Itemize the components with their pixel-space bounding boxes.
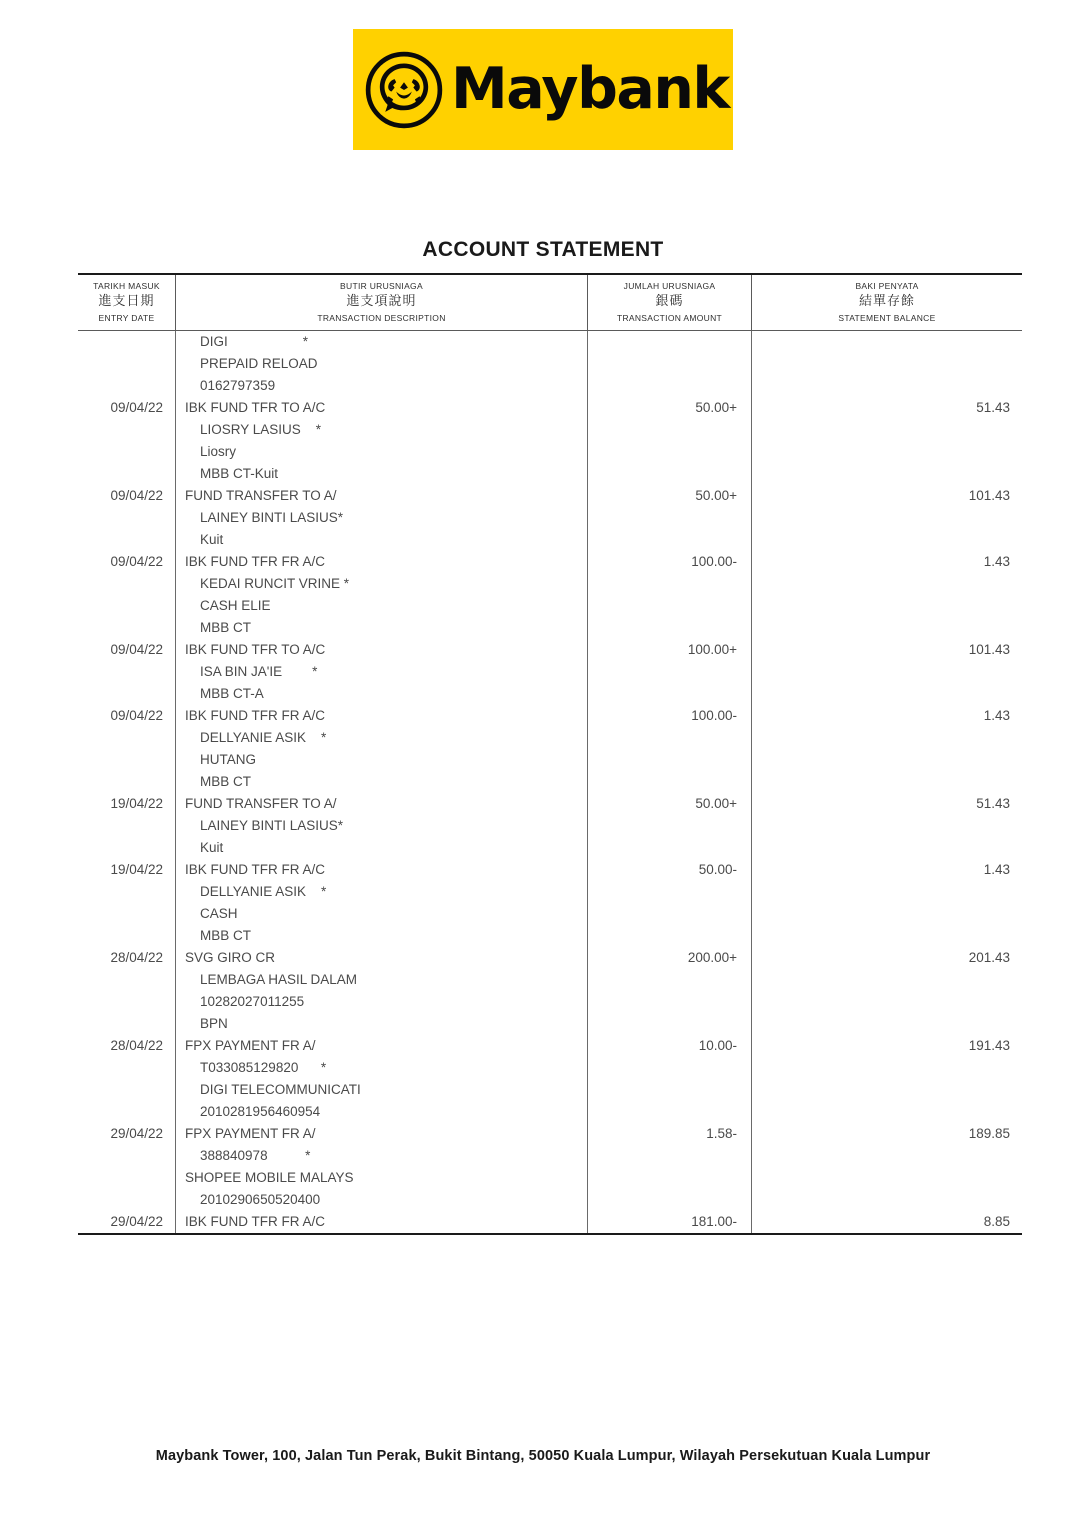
maybank-tiger-icon xyxy=(365,51,443,129)
cell-entry-date xyxy=(78,1167,176,1189)
cell-entry-date xyxy=(78,1101,176,1123)
cell-entry-date: 28/04/22 xyxy=(78,1035,176,1057)
table-row xyxy=(78,485,1022,507)
cell-entry-date: 09/04/22 xyxy=(78,397,176,419)
cell-statement-balance xyxy=(752,441,1022,463)
table-row xyxy=(78,1167,1022,1189)
cell-entry-date xyxy=(78,991,176,1013)
cell-statement-balance xyxy=(752,881,1022,903)
cell-statement-balance xyxy=(752,375,1022,397)
balance-chinese: 結單存餘 xyxy=(858,294,915,310)
cell-transaction-description: LAINEY BINTI LASIUS* xyxy=(176,815,588,837)
cell-statement-balance xyxy=(752,661,1022,683)
description-chinese: 進支項說明 xyxy=(346,294,417,310)
cell-transaction-description: SHOPEE MOBILE MALAYS xyxy=(176,1167,588,1189)
cell-transaction-amount: 50.00- xyxy=(588,859,752,881)
table-row xyxy=(78,353,1022,375)
table-row xyxy=(78,551,1022,573)
entry-date-english: ENTRY DATE xyxy=(98,312,155,323)
transaction-list xyxy=(78,331,1022,1233)
table-row xyxy=(78,1123,1022,1145)
table-row xyxy=(78,683,1022,705)
cell-transaction-description: DIGI * xyxy=(176,331,588,353)
amount-chinese: 銀碼 xyxy=(655,294,684,310)
table-row xyxy=(78,1189,1022,1211)
table-row xyxy=(78,991,1022,1013)
table-row xyxy=(78,925,1022,947)
cell-transaction-description: 0162797359 xyxy=(176,375,588,397)
cell-transaction-amount xyxy=(588,331,752,353)
description-english: TRANSACTION DESCRIPTION xyxy=(317,312,446,323)
cell-statement-balance xyxy=(752,1145,1022,1167)
cell-statement-balance xyxy=(752,1013,1022,1035)
cell-entry-date: 19/04/22 xyxy=(78,859,176,881)
table-row xyxy=(78,771,1022,793)
entry-date-malay: TARIKH MASUK xyxy=(93,281,160,291)
cell-statement-balance xyxy=(752,573,1022,595)
table-row xyxy=(78,661,1022,683)
cell-transaction-amount: 50.00+ xyxy=(588,793,752,815)
cell-transaction-description: IBK FUND TFR TO A/C xyxy=(176,397,588,419)
cell-transaction-amount xyxy=(588,617,752,639)
cell-statement-balance xyxy=(752,1079,1022,1101)
cell-transaction-amount xyxy=(588,1057,752,1079)
cell-entry-date xyxy=(78,683,176,705)
cell-statement-balance xyxy=(752,529,1022,551)
entry-date-chinese: 進支日期 xyxy=(98,294,155,310)
cell-transaction-amount xyxy=(588,1013,752,1035)
balance-malay: BAKI PENYATA xyxy=(855,281,919,291)
cell-transaction-amount xyxy=(588,661,752,683)
table-row xyxy=(78,969,1022,991)
table-row xyxy=(78,441,1022,463)
cell-transaction-amount xyxy=(588,771,752,793)
page-title: ACCOUNT STATEMENT xyxy=(422,238,664,261)
cell-transaction-description: T033085129820 * xyxy=(176,1057,588,1079)
cell-statement-balance: 1.43 xyxy=(983,554,1010,569)
cell-entry-date xyxy=(78,903,176,925)
cell-transaction-amount: 100.00+ xyxy=(588,639,752,661)
table-row xyxy=(78,529,1022,551)
table-row xyxy=(78,1145,1022,1167)
cell-transaction-description: DIGI TELECOMMUNICATI xyxy=(176,1079,588,1101)
table-row xyxy=(78,749,1022,771)
cell-transaction-description: HUTANG xyxy=(176,749,588,771)
cell-transaction-description: 2010281956460954 xyxy=(176,1101,588,1123)
cell-statement-balance xyxy=(752,815,1022,837)
cell-transaction-description: MBB CT xyxy=(176,771,588,793)
cell-transaction-amount xyxy=(588,903,752,925)
cell-transaction-description: MBB CT-A xyxy=(176,683,588,705)
cell-statement-balance xyxy=(752,683,1022,705)
table-row xyxy=(78,375,1022,397)
cell-entry-date xyxy=(78,507,176,529)
cell-transaction-description: LIOSRY LASIUS * xyxy=(176,419,588,441)
cell-entry-date xyxy=(78,661,176,683)
cell-entry-date xyxy=(78,331,176,353)
balance-english: STATEMENT BALANCE xyxy=(838,312,936,323)
cell-entry-date xyxy=(78,727,176,749)
cell-entry-date xyxy=(78,529,176,551)
cell-statement-balance: 101.43 xyxy=(968,488,1010,503)
table-row xyxy=(78,331,1022,353)
cell-transaction-amount xyxy=(588,1189,752,1211)
table-row xyxy=(78,639,1022,661)
cell-statement-balance xyxy=(752,1057,1022,1079)
cell-transaction-amount: 200.00+ xyxy=(588,947,752,969)
cell-statement-balance xyxy=(752,1167,1022,1189)
cell-transaction-amount: 10.00- xyxy=(588,1035,752,1057)
cell-entry-date xyxy=(78,925,176,947)
cell-transaction-amount: 181.00- xyxy=(588,1211,752,1233)
cell-entry-date: 09/04/22 xyxy=(78,551,176,573)
cell-entry-date xyxy=(78,463,176,485)
cell-transaction-amount xyxy=(588,573,752,595)
cell-statement-balance: 201.43 xyxy=(968,950,1010,965)
cell-statement-balance xyxy=(752,969,1022,991)
cell-entry-date xyxy=(78,1189,176,1211)
cell-statement-balance xyxy=(752,463,1022,485)
cell-statement-balance xyxy=(752,353,1022,375)
description-malay: BUTIR URUSNIAGA xyxy=(340,281,423,291)
table-row xyxy=(78,705,1022,727)
cell-statement-balance xyxy=(752,991,1022,1013)
cell-statement-balance: 189.85 xyxy=(968,1126,1010,1141)
table-row xyxy=(78,617,1022,639)
column-header-statement-balance xyxy=(752,275,1022,330)
table-row xyxy=(78,727,1022,749)
cell-statement-balance xyxy=(752,925,1022,947)
table-row xyxy=(78,903,1022,925)
table-row xyxy=(78,837,1022,859)
cell-statement-balance xyxy=(752,903,1022,925)
table-row xyxy=(78,1211,1022,1233)
table-row xyxy=(78,419,1022,441)
cell-entry-date: 09/04/22 xyxy=(78,485,176,507)
cell-transaction-description: Kuit xyxy=(176,529,588,551)
cell-transaction-amount xyxy=(588,529,752,551)
cell-transaction-amount: 50.00+ xyxy=(588,485,752,507)
cell-transaction-description: MBB CT xyxy=(176,925,588,947)
cell-transaction-description: 10282027011255 xyxy=(176,991,588,1013)
cell-transaction-amount xyxy=(588,881,752,903)
cell-statement-balance xyxy=(752,331,1022,353)
cell-entry-date xyxy=(78,419,176,441)
cell-transaction-amount xyxy=(588,419,752,441)
cell-statement-balance: 8.85 xyxy=(983,1214,1010,1229)
cell-transaction-amount xyxy=(588,683,752,705)
cell-entry-date xyxy=(78,1057,176,1079)
cell-statement-balance xyxy=(752,1101,1022,1123)
cell-entry-date xyxy=(78,837,176,859)
cell-statement-balance xyxy=(752,617,1022,639)
table-row xyxy=(78,573,1022,595)
cell-transaction-amount xyxy=(588,925,752,947)
cell-transaction-description: PREPAID RELOAD xyxy=(176,353,588,375)
table-row xyxy=(78,1013,1022,1035)
table-row xyxy=(78,1101,1022,1123)
cell-transaction-amount xyxy=(588,991,752,1013)
table-row xyxy=(78,507,1022,529)
cell-transaction-description: SVG GIRO CR xyxy=(176,947,588,969)
cell-entry-date xyxy=(78,573,176,595)
cell-transaction-amount xyxy=(588,353,752,375)
cell-entry-date xyxy=(78,595,176,617)
cell-transaction-amount: 100.00- xyxy=(588,705,752,727)
amount-malay: JUMLAH URUSNIAGA xyxy=(623,281,716,291)
cell-transaction-amount xyxy=(588,441,752,463)
footer-address: Maybank Tower, 100, Jalan Tun Perak, Bukit Bintang, 50050 Kuala Lumpur, Wilayah Persekutuan Kuala Lumpur xyxy=(155,1448,931,1464)
table-row xyxy=(78,463,1022,485)
cell-entry-date xyxy=(78,375,176,397)
account-statement-table xyxy=(78,273,1022,1235)
cell-transaction-amount: 100.00- xyxy=(588,551,752,573)
cell-entry-date xyxy=(78,617,176,639)
cell-transaction-description: 2010290650520400 xyxy=(176,1189,588,1211)
cell-statement-balance: 1.43 xyxy=(983,862,1010,877)
cell-transaction-description: Kuit xyxy=(176,837,588,859)
table-row xyxy=(78,1057,1022,1079)
cell-transaction-description: IBK FUND TFR FR A/C xyxy=(176,859,588,881)
cell-transaction-description: IBK FUND TFR FR A/C xyxy=(176,705,588,727)
cell-transaction-description: FPX PAYMENT FR A/ xyxy=(176,1123,588,1145)
cell-transaction-amount xyxy=(588,595,752,617)
cell-transaction-description: FUND TRANSFER TO A/ xyxy=(176,793,588,815)
cell-statement-balance xyxy=(752,507,1022,529)
cell-entry-date: 29/04/22 xyxy=(78,1123,176,1145)
cell-transaction-amount xyxy=(588,507,752,529)
table-row xyxy=(78,859,1022,881)
table-row xyxy=(78,947,1022,969)
column-header-entry-date xyxy=(78,275,176,330)
cell-statement-balance xyxy=(752,749,1022,771)
cell-entry-date xyxy=(78,441,176,463)
cell-transaction-description: DELLYANIE ASIK * xyxy=(176,727,588,749)
cell-entry-date: 29/04/22 xyxy=(78,1211,176,1233)
cell-entry-date xyxy=(78,881,176,903)
column-header-transaction-description xyxy=(176,275,588,330)
cell-transaction-amount xyxy=(588,375,752,397)
table-row xyxy=(78,397,1022,419)
cell-transaction-description: IBK FUND TFR TO A/C xyxy=(176,639,588,661)
cell-statement-balance: 51.43 xyxy=(976,400,1010,415)
cell-transaction-amount xyxy=(588,1079,752,1101)
cell-entry-date xyxy=(78,771,176,793)
table-row xyxy=(78,595,1022,617)
cell-entry-date xyxy=(78,1079,176,1101)
cell-statement-balance xyxy=(752,727,1022,749)
cell-transaction-description: LEMBAGA HASIL DALAM xyxy=(176,969,588,991)
cell-transaction-description: 388840978 * xyxy=(176,1145,588,1167)
cell-statement-balance xyxy=(752,595,1022,617)
maybank-logo-band xyxy=(353,29,733,150)
cell-statement-balance: 1.43 xyxy=(983,708,1010,723)
cell-entry-date xyxy=(78,749,176,771)
cell-transaction-amount xyxy=(588,749,752,771)
cell-transaction-amount xyxy=(588,815,752,837)
cell-transaction-amount xyxy=(588,1101,752,1123)
table-row xyxy=(78,815,1022,837)
cell-statement-balance xyxy=(752,837,1022,859)
cell-entry-date xyxy=(78,1145,176,1167)
cell-statement-balance xyxy=(752,1189,1022,1211)
cell-transaction-amount xyxy=(588,837,752,859)
cell-transaction-description: KEDAI RUNCIT VRINE * xyxy=(176,573,588,595)
cell-statement-balance xyxy=(752,771,1022,793)
maybank-wordmark: Maybank xyxy=(451,56,729,122)
cell-entry-date xyxy=(78,815,176,837)
cell-entry-date xyxy=(78,353,176,375)
cell-transaction-amount: 50.00+ xyxy=(588,397,752,419)
cell-transaction-description: MBB CT-Kuit xyxy=(176,463,588,485)
cell-transaction-amount xyxy=(588,727,752,749)
cell-transaction-amount: 1.58- xyxy=(588,1123,752,1145)
table-row xyxy=(78,881,1022,903)
column-header-transaction-amount xyxy=(588,275,752,330)
cell-entry-date: 09/04/22 xyxy=(78,639,176,661)
cell-transaction-description: Liosry xyxy=(176,441,588,463)
cell-statement-balance: 191.43 xyxy=(968,1038,1010,1053)
cell-transaction-description: FPX PAYMENT FR A/ xyxy=(176,1035,588,1057)
cell-transaction-description: DELLYANIE ASIK * xyxy=(176,881,588,903)
cell-transaction-description: IBK FUND TFR FR A/C xyxy=(176,551,588,573)
cell-statement-balance xyxy=(752,419,1022,441)
cell-entry-date: 28/04/22 xyxy=(78,947,176,969)
cell-transaction-description: FUND TRANSFER TO A/ xyxy=(176,485,588,507)
table-row xyxy=(78,793,1022,815)
cell-transaction-amount xyxy=(588,969,752,991)
cell-entry-date xyxy=(78,1013,176,1035)
cell-transaction-description: CASH xyxy=(176,903,588,925)
cell-transaction-description: MBB CT xyxy=(176,617,588,639)
cell-transaction-amount xyxy=(588,1145,752,1167)
amount-english: TRANSACTION AMOUNT xyxy=(616,312,723,323)
cell-transaction-description: IBK FUND TFR FR A/C xyxy=(176,1211,588,1233)
cell-statement-balance: 101.43 xyxy=(968,642,1010,657)
table-row xyxy=(78,1079,1022,1101)
cell-entry-date xyxy=(78,969,176,991)
table-row xyxy=(78,1035,1022,1057)
cell-entry-date: 19/04/22 xyxy=(78,793,176,815)
cell-transaction-description: CASH ELIE xyxy=(176,595,588,617)
cell-transaction-description: ISA BIN JA'IE * xyxy=(176,661,588,683)
table-header-row xyxy=(78,275,1022,331)
cell-transaction-amount xyxy=(588,463,752,485)
cell-entry-date: 09/04/22 xyxy=(78,705,176,727)
cell-transaction-amount xyxy=(588,1167,752,1189)
cell-transaction-description: LAINEY BINTI LASIUS* xyxy=(176,507,588,529)
cell-transaction-description: BPN xyxy=(176,1013,588,1035)
cell-statement-balance: 51.43 xyxy=(976,796,1010,811)
